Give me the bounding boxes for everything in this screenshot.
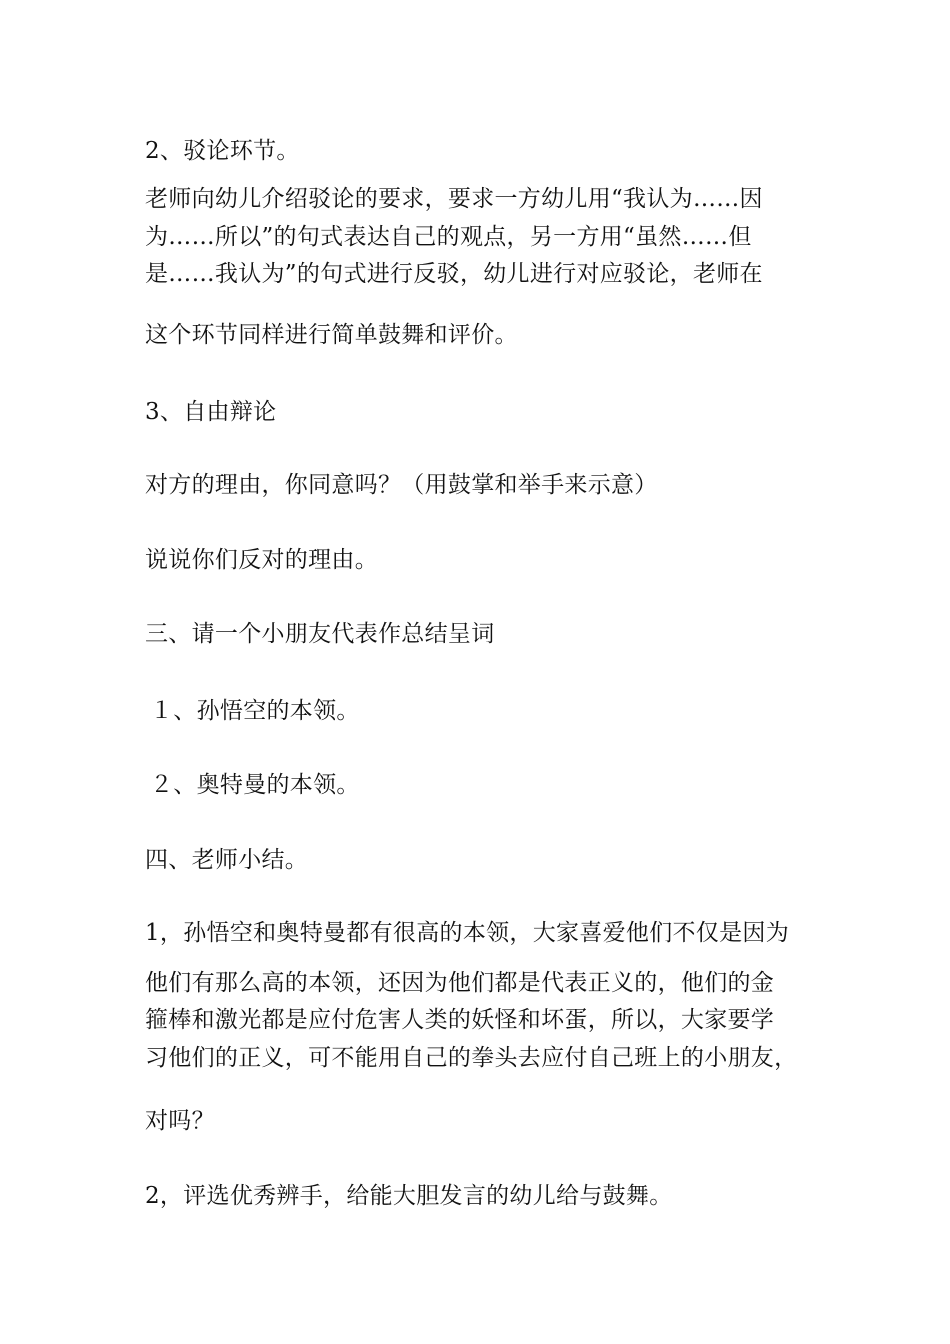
paragraph-line: 这个环节同样进行简单鼓舞和评价。 — [145, 322, 518, 348]
paragraph-line: 箍棒和激光都是应付危害人类的妖怪和坏蛋，所以，大家要学 — [145, 1007, 775, 1033]
paragraph-line: 习他们的正义，可不能用自己的拳头去应付自己班上的小朋友， — [145, 1045, 798, 1071]
paragraph-line: 1，孙悟空和奥特曼都有很高的本领，大家喜爱他们不仅是因为 — [145, 920, 790, 946]
paragraph-line: 是……我认为”的句式进行反驳，幼儿进行对应驳论，老师在 — [145, 261, 763, 287]
paragraph-line: 2，评选优秀辨手，给能大胆发言的幼儿给与鼓舞。 — [145, 1183, 673, 1209]
heading-section-four: 四、老师小结。 — [145, 847, 309, 873]
heading-free-debate: 3、自由辩论 — [145, 399, 277, 425]
list-item: １、孙悟空的本领。 — [150, 698, 360, 724]
paragraph-line: 为……所以”的句式表达自己的观点，另一方用“虽然……但 — [145, 224, 752, 250]
list-item: ２、奥特曼的本领。 — [150, 772, 360, 798]
paragraph-line: 老师向幼儿介绍驳论的要求，要求一方幼儿用“我认为……因 — [145, 186, 763, 212]
paragraph-line: 对吗？ — [145, 1108, 215, 1134]
heading-rebuttal-section: 2、驳论环节。 — [145, 138, 300, 164]
paragraph-line: 说说你们反对的理由。 — [145, 547, 378, 573]
heading-section-three: 三、请一个小朋友代表作总结呈词 — [145, 621, 495, 647]
paragraph-line: 对方的理由，你同意吗？（用鼓掌和举手来示意） — [145, 472, 658, 498]
paragraph-line: 他们有那么高的本领，还因为他们都是代表正义的，他们的金 — [145, 970, 775, 996]
